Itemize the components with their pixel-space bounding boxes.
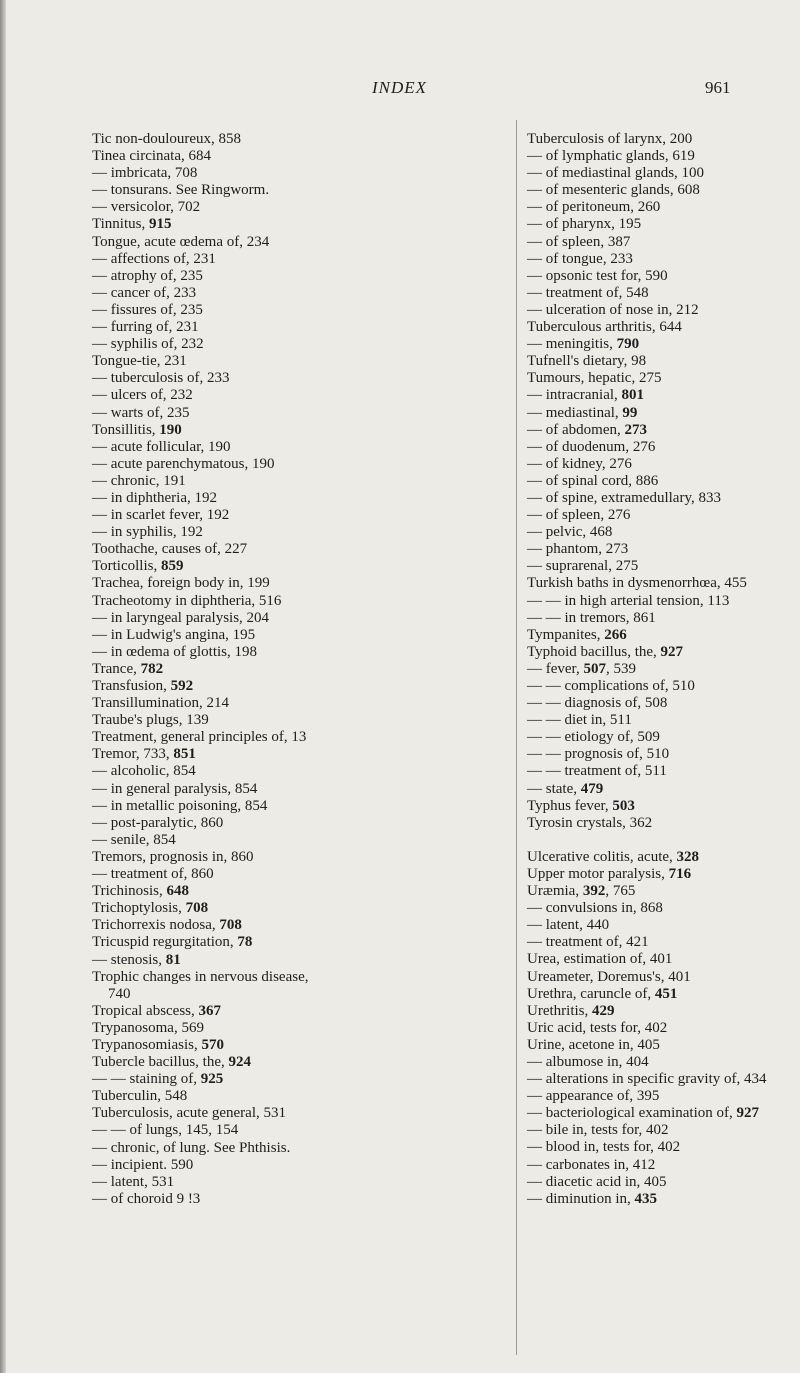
index-entry <box>527 507 772 524</box>
entry-principal-page: 429 <box>592 1002 615 1019</box>
entry-text: — post-paralytic, 860 <box>92 814 224 831</box>
entry-text: — carbonates in, 412 <box>527 1156 656 1173</box>
index-entry <box>527 627 772 644</box>
index-entry <box>92 422 502 439</box>
index-entry <box>92 507 502 524</box>
entry-principal-page: 708 <box>219 917 242 934</box>
index-entry <box>92 575 502 592</box>
entry-text: — — prognosis of, 510 <box>527 746 670 763</box>
page-header <box>0 78 800 102</box>
index-entry <box>92 456 502 473</box>
index-entry <box>527 951 772 968</box>
index-entry <box>527 661 772 678</box>
index-entry <box>527 131 772 148</box>
index-entry <box>527 558 772 575</box>
entry-principal-page: 924 <box>228 1054 252 1071</box>
entry-text: Tumours, hepatic, 275 <box>527 370 662 387</box>
entry-text: — of kidney, 276 <box>527 455 632 472</box>
entry-text: — of mediastinal glands, 100 <box>527 165 705 182</box>
entry-text: — tuberculosis of, 233 <box>92 370 230 387</box>
index-entry <box>527 490 772 507</box>
entry-text: — of spine, extramedullary, 833 <box>527 489 721 506</box>
index-entry <box>527 644 772 661</box>
index-entry <box>92 952 502 969</box>
page-edge <box>0 0 6 1373</box>
entry-text: — bile in, tests for, 402 <box>527 1122 669 1139</box>
entry-text: — — complications of, 510 <box>527 678 695 694</box>
entry-text: Uric acid, tests for, 402 <box>527 1019 668 1036</box>
entry-principal-page: 925 <box>200 1071 224 1088</box>
entry-principal-page: 392 <box>582 883 606 900</box>
index-entry <box>92 712 502 729</box>
entry-principal-page: 328 <box>676 848 700 865</box>
index-entry <box>92 678 502 695</box>
index-entry <box>527 798 772 815</box>
entry-principal-page: 708 <box>185 900 209 917</box>
index-entry <box>527 815 772 832</box>
entry-principal-page: 367 <box>198 1002 222 1019</box>
index-entry <box>527 610 772 627</box>
index-entry <box>92 1020 502 1037</box>
entry-text: — albumose in, 404 <box>527 1053 649 1070</box>
index-entry <box>527 251 772 268</box>
entry-text: Tufnell's dietary, 98 <box>527 353 647 370</box>
entry-text: Tuberculosis, acute general, 531 <box>92 1105 286 1122</box>
entry-text: Uræmia, <box>527 883 583 900</box>
entry-text: — meningitis, <box>527 336 617 353</box>
entry-extra-pages: , 539 <box>605 660 636 677</box>
index-entry <box>527 917 772 934</box>
index-entry <box>527 1071 772 1088</box>
index-entry <box>527 524 772 541</box>
index-entry <box>527 456 772 473</box>
entry-text: Typhus fever, <box>527 797 613 814</box>
entry-principal-page: 851 <box>173 746 196 763</box>
entry-principal-page: 570 <box>201 1036 224 1053</box>
entry-text: — furring of, 231 <box>92 319 199 336</box>
entry-text: Treatment, general principles of, 13 <box>92 729 307 746</box>
running-title: INDEX <box>372 78 428 97</box>
index-entry <box>92 917 502 934</box>
entry-text: — fissures of, 235 <box>92 301 203 318</box>
entry-text: — state, <box>527 780 581 797</box>
index-entry <box>527 883 772 900</box>
index-entry <box>92 1088 502 1105</box>
entry-principal-page: 507 <box>583 660 606 677</box>
index-entry <box>92 746 502 763</box>
entry-text: — — of lungs, 145, 154 <box>92 1122 239 1139</box>
index-entry <box>527 678 772 695</box>
index-entry <box>92 148 502 165</box>
entry-text: — — etiology of, 509 <box>527 729 660 746</box>
entry-text: Tropical abscess, <box>92 1002 199 1019</box>
entry-text: — ulcers of, 232 <box>92 387 193 404</box>
entry-text: — of abdomen, <box>527 421 625 438</box>
entry-text: Trachea, foreign body in, 199 <box>92 575 270 592</box>
index-entry <box>92 781 502 798</box>
index-entry <box>92 1157 502 1174</box>
entry-text: Tremors, prognosis in, 860 <box>92 848 254 865</box>
entry-principal-page: 190 <box>159 421 182 438</box>
index-entry <box>527 319 772 336</box>
entry-text: — of duodenum, 276 <box>527 438 656 455</box>
index-entry <box>92 832 502 849</box>
entry-text: — in general paralysis, 854 <box>92 780 258 797</box>
index-entry <box>92 798 502 815</box>
entry-text: Tonsillitis, <box>92 421 160 438</box>
entry-text: Tuberculosis of larynx, 200 <box>527 131 693 147</box>
entry-text: — in scarlet fever, 192 <box>92 507 230 524</box>
index-entry <box>527 473 772 490</box>
entry-text: — in Ludwig's angina, 195 <box>92 626 256 643</box>
entry-text: — alterations in specific gravity of, 434 <box>527 1071 767 1088</box>
index-entry <box>527 1020 772 1037</box>
index-entry <box>527 148 772 165</box>
index-entry <box>92 763 502 780</box>
entry-text: — in œdema of glottis, 198 <box>92 643 257 660</box>
index-entry <box>92 336 502 353</box>
entry-principal-page: 927 <box>736 1105 760 1122</box>
entry-principal-page: 648 <box>166 883 189 900</box>
entry-text: — of choroid 9 !3 <box>92 1190 201 1207</box>
index-entry <box>527 541 772 558</box>
entry-text: — — diagnosis of, 508 <box>527 695 668 712</box>
index-entry <box>92 1003 502 1020</box>
entry-text: Tympanites, <box>527 626 605 643</box>
index-entry <box>527 1105 772 1122</box>
entry-text: — fever, <box>527 660 584 677</box>
index-entry <box>92 729 502 746</box>
entry-principal-page: 859 <box>160 558 184 575</box>
index-entry <box>527 969 772 986</box>
entry-principal-page: 790 <box>616 336 640 353</box>
index-column-right <box>527 131 772 1208</box>
entry-text: — of spinal cord, 886 <box>527 472 659 489</box>
index-entry <box>527 370 772 387</box>
entry-text: — stenosis, <box>92 951 166 968</box>
entry-text: — — staining of, <box>92 1071 201 1088</box>
entry-text: — of lymphatic glands, 619 <box>527 148 695 165</box>
entry-principal-page: 273 <box>624 421 647 438</box>
entry-principal-page: 503 <box>612 797 635 814</box>
index-entry <box>527 1088 772 1105</box>
index-entry <box>527 763 772 780</box>
index-entry <box>92 815 502 832</box>
entry-text: — affections of, 231 <box>92 250 216 267</box>
entry-principal-page: 782 <box>140 660 164 677</box>
entry-text: — diminution in, <box>527 1190 635 1207</box>
entry-principal-page: 451 <box>654 985 678 1002</box>
entry-text: Urine, acetone in, 405 <box>527 1036 660 1053</box>
index-entry <box>92 405 502 422</box>
entry-principal-page: 927 <box>660 643 684 660</box>
entry-text: — — in high arterial tension, 113 <box>527 592 730 609</box>
entry-text: — blood in, tests for, 402 <box>527 1139 681 1156</box>
index-entry <box>527 781 772 798</box>
entry-text: — of pharynx, 195 <box>527 216 642 233</box>
index-entry <box>92 849 502 866</box>
entry-text: — latent, 440 <box>527 917 610 934</box>
entry-text: Transillumination, 214 <box>92 695 229 712</box>
entry-text: Tracheotomy in diphtheria, 516 <box>92 592 282 609</box>
index-entry <box>92 1174 502 1191</box>
entry-text: — latent, 531 <box>92 1173 175 1190</box>
entry-principal-page: 592 <box>170 678 194 694</box>
entry-text: Tremor, 733, <box>92 746 174 763</box>
entry-text: Trance, <box>92 660 141 677</box>
entry-text: Tuberculous arthritis, 644 <box>527 319 682 336</box>
entry-text: — of tongue, 233 <box>527 250 633 267</box>
entry-text: — phantom, 273 <box>527 541 629 558</box>
index-entry <box>92 1122 502 1139</box>
index-entry <box>92 268 502 285</box>
index-entry <box>92 1054 502 1071</box>
index-entry <box>92 644 502 661</box>
index-entry <box>527 1157 772 1174</box>
index-entry <box>527 575 772 592</box>
index-entry <box>527 336 772 353</box>
index-entry <box>92 1037 502 1054</box>
entry-text: — cancer of, 233 <box>92 284 197 301</box>
entry-text: Turkish baths in dysmenorrhœa, 455 <box>527 575 747 592</box>
entry-text: — treatment of, 860 <box>92 866 214 883</box>
column-rule <box>516 120 517 1355</box>
index-entry <box>527 1139 772 1156</box>
entry-text: — bacteriological examination of, <box>527 1105 737 1122</box>
entry-text: — pelvic, 468 <box>527 524 613 541</box>
entry-text: — — diet in, 511 <box>527 712 632 729</box>
entry-text: — tonsurans. See Ringworm. <box>92 182 270 199</box>
entry-text: — in diphtheria, 192 <box>92 489 217 506</box>
entry-text: Tricuspid regurgitation, <box>92 934 238 951</box>
entry-text: — syphilis of, 232 <box>92 336 204 353</box>
entry-text: — in metallic poisoning, 854 <box>92 797 268 814</box>
entry-text: — of mesenteric glands, 608 <box>527 182 700 199</box>
index-entry <box>527 1122 772 1139</box>
index-entry <box>92 165 502 182</box>
entry-principal-page: 266 <box>604 626 627 643</box>
index-entry <box>92 986 502 1003</box>
index-entry <box>527 165 772 182</box>
entry-text: Tongue, acute œdema of, 234 <box>92 233 270 250</box>
entry-text: — imbricata, 708 <box>92 165 198 182</box>
index-entry <box>92 387 502 404</box>
entry-text: Upper motor paralysis, <box>527 865 669 882</box>
index-entry <box>527 439 772 456</box>
entry-text: — treatment of, 421 <box>527 934 649 951</box>
entry-text: — appearance of, 395 <box>527 1088 660 1105</box>
entry-text: — in syphilis, 192 <box>92 524 203 541</box>
entry-text: Trypanosoma, 569 <box>92 1019 204 1036</box>
entry-principal-page: 81 <box>165 951 181 968</box>
index-entry <box>92 473 502 490</box>
entry-text: Urethritis, <box>527 1002 592 1019</box>
index-entry <box>527 593 772 610</box>
entry-text: — incipient. 590 <box>92 1156 194 1173</box>
entry-text: — acute parenchymatous, 190 <box>92 455 275 472</box>
entry-text: — opsonic test for, 590 <box>527 267 668 284</box>
entry-principal-page: 435 <box>634 1190 658 1207</box>
entry-text: Urea, estimation of, 401 <box>527 951 673 968</box>
index-entry <box>92 1191 502 1208</box>
index-entry <box>527 1174 772 1191</box>
entry-text: — chronic, 191 <box>92 472 186 489</box>
entry-text: Urethra, caruncle of, <box>527 985 655 1002</box>
index-entry <box>527 199 772 216</box>
entry-text: Trypanosomiasis, <box>92 1036 202 1053</box>
index-entry <box>527 268 772 285</box>
index-entry <box>92 541 502 558</box>
entry-text: — convulsions in, 868 <box>527 900 663 917</box>
entry-text: — — treatment of, 511 <box>527 763 667 780</box>
index-entry <box>92 353 502 370</box>
entry-principal-page: 78 <box>237 934 253 951</box>
index-entry <box>527 234 772 251</box>
index-column-left <box>92 131 502 1208</box>
index-entry <box>527 695 772 712</box>
entry-text: — acute follicular, 190 <box>92 438 231 455</box>
index-entry <box>527 1191 772 1208</box>
entry-text: — of peritoneum, 260 <box>527 199 661 216</box>
entry-text: Tubercle bacillus, the, <box>92 1054 229 1071</box>
entry-text: Trophic changes in nervous disease, <box>92 968 309 985</box>
entry-text: Ulcerative colitis, acute, <box>527 848 677 865</box>
index-entry <box>527 1037 772 1054</box>
index-entry <box>92 302 502 319</box>
entry-principal-page: 716 <box>668 865 692 882</box>
entry-text: Tongue-tie, 231 <box>92 353 187 370</box>
entry-text: — suprarenal, 275 <box>527 558 639 575</box>
index-entry <box>92 900 502 917</box>
entry-text: — senile, 854 <box>92 831 176 848</box>
index-entry <box>92 1071 502 1088</box>
index-entry <box>527 849 772 866</box>
index-entry <box>92 1140 502 1157</box>
index-entry <box>92 370 502 387</box>
index-entry <box>92 216 502 233</box>
entry-text: Traube's plugs, 139 <box>92 712 209 729</box>
entry-text: Ureameter, Doremus's, 401 <box>527 968 691 985</box>
index-entry <box>527 746 772 763</box>
index-entry <box>92 558 502 575</box>
entry-text: — diacetic acid in, 405 <box>527 1173 667 1190</box>
entry-principal-page: 801 <box>621 387 645 404</box>
index-entry <box>92 199 502 216</box>
index-entry <box>92 1105 502 1122</box>
index-entry <box>92 490 502 507</box>
index-entry <box>527 387 772 404</box>
entry-text: Toothache, causes of, 227 <box>92 541 248 558</box>
index-entry <box>92 251 502 268</box>
entry-text: Tinnitus, <box>92 216 149 233</box>
entry-text: — alcoholic, 854 <box>92 763 196 780</box>
entry-text: — — in tremors, 861 <box>527 609 656 626</box>
entry-text: Torticollis, <box>92 558 161 575</box>
entry-principal-page: 99 <box>622 404 638 421</box>
index-entry <box>92 524 502 541</box>
index-entry <box>527 216 772 233</box>
index-entry <box>92 695 502 712</box>
entry-text: — in laryngeal paralysis, 204 <box>92 609 270 626</box>
entry-text: Tinea circinata, 684 <box>92 148 211 165</box>
index-entry <box>92 439 502 456</box>
index-entry <box>527 900 772 917</box>
page-number: 961 <box>705 78 731 97</box>
index-entry <box>527 729 772 746</box>
index-entry <box>92 182 502 199</box>
entry-text: Tuberculin, 548 <box>92 1088 188 1105</box>
entry-principal-page: 915 <box>148 216 172 233</box>
entry-extra-pages: , 765 <box>605 883 636 900</box>
index-entry <box>92 627 502 644</box>
entry-text: 740 <box>108 985 131 1002</box>
entry-text: Transfusion, <box>92 678 171 694</box>
index-entry <box>92 866 502 883</box>
index-entry <box>527 285 772 302</box>
index-entry <box>92 131 502 148</box>
index-entry <box>527 866 772 883</box>
entry-text: Typhoid bacillus, the, <box>527 643 661 660</box>
index-entry <box>527 353 772 370</box>
entry-text: — treatment of, 548 <box>527 284 649 301</box>
index-entry <box>527 986 772 1003</box>
entry-text: — versicolor, 702 <box>92 199 201 216</box>
index-entry <box>527 422 772 439</box>
entry-text: Tic non-douloureux, 858 <box>92 131 242 147</box>
entry-principal-page: 479 <box>580 780 604 797</box>
entry-text: — warts of, 235 <box>92 404 190 421</box>
index-entry <box>92 610 502 627</box>
entry-text: — chronic, of lung. See Phthisis. <box>92 1139 291 1156</box>
index-entry <box>92 319 502 336</box>
entry-text: — atrophy of, 235 <box>92 267 203 284</box>
index-entry <box>527 1054 772 1071</box>
index-entry <box>527 302 772 319</box>
index-entry <box>92 285 502 302</box>
index-entry <box>527 1003 772 1020</box>
index-entry <box>92 934 502 951</box>
entry-text: Trichorrexis nodosa, <box>92 917 220 934</box>
entry-text: — ulceration of nose in, 212 <box>527 301 699 318</box>
entry-text: — mediastinal, <box>527 404 623 421</box>
entry-text: Trichinosis, <box>92 883 167 900</box>
index-entry <box>92 883 502 900</box>
index-entry <box>527 182 772 199</box>
index-entry <box>527 405 772 422</box>
index-entry <box>527 934 772 951</box>
index-entry <box>92 661 502 678</box>
entry-text: — of spleen, 387 <box>527 233 631 250</box>
entry-text: — of spleen, 276 <box>527 507 631 524</box>
index-entry <box>92 969 502 986</box>
entry-text: — intracranial, <box>527 387 622 404</box>
index-entry <box>92 234 502 251</box>
index-entry <box>92 593 502 610</box>
entry-text: Trichoptylosis, <box>92 900 186 917</box>
index-entry <box>527 712 772 729</box>
entry-text: Tyrosin crystals, 362 <box>527 814 653 831</box>
